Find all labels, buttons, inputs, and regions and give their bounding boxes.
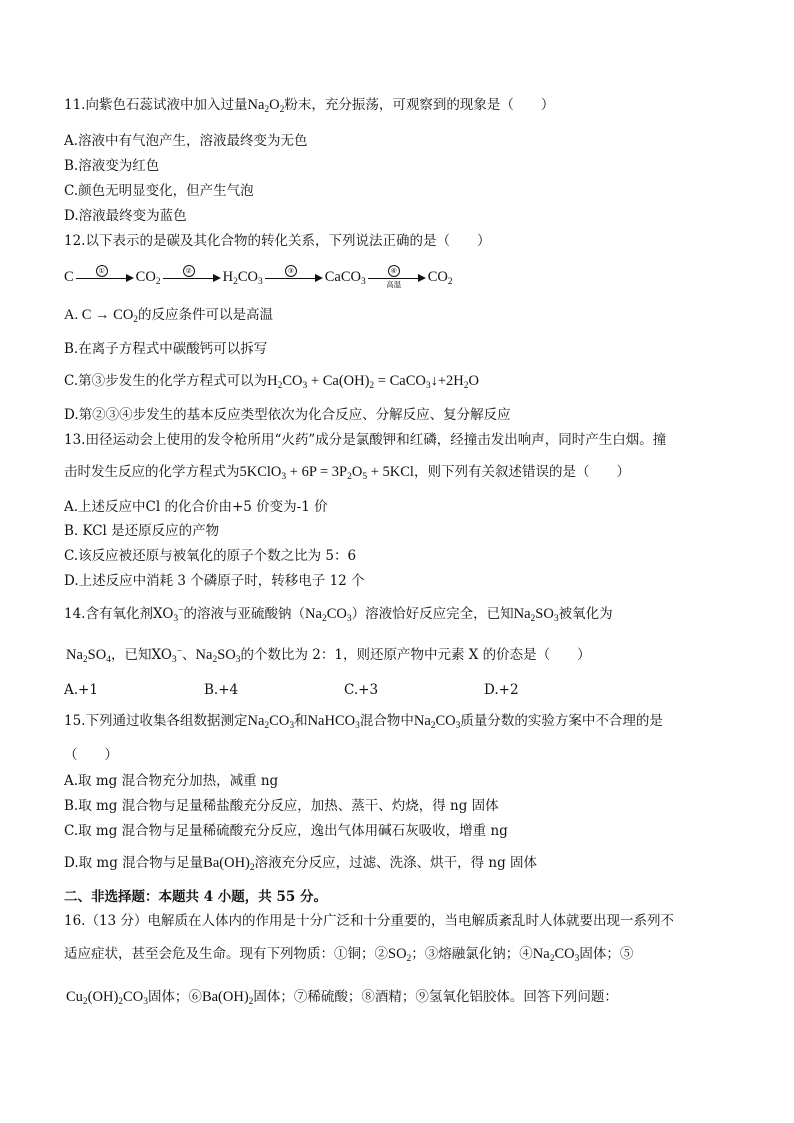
q15-option-d [64,853,537,873]
q15-text-c: 混合物中 [359,713,414,729]
section-2-heading: 二、非选择题：本题共 4 小题，共 55 分。 [64,889,327,905]
q16-text-c: 固体；⑤ [579,946,634,962]
q14-text-a: 14.含有氧化剂XO [64,606,174,622]
formula-na2so3: $Na_2SO_3$ [513,606,559,624]
chain-co2-end: $CO_2$ [427,268,453,287]
q14-text-b: 的溶液与亚硫酸钠（ [183,606,306,622]
q13-equation: 5KClO$_3$ + $6P = 3P_2O_5 + 5KCl$ [239,464,414,482]
formula-na2co3-q16: $Na_2CO_3$ [532,946,580,964]
q11-stem-part1: 11.向紫色石蕊试液中加入过量 [64,97,248,113]
q13-option-a: A.上述反应中Cl 的化合价由+5 价变为-1 价 [64,499,328,515]
step-1-label: ① [96,265,108,277]
question-15-stem-line2: （ ） [64,747,118,763]
q13-option-d: D.上述反应中消耗 3 个磷原子时，转移电子 12 个 [64,573,365,589]
q12-option-b: B.在离子方程式中碳酸钙可以拆写 [64,341,268,357]
q11-option-a: A.溶液中有气泡产生，溶液最终变为无色 [64,133,308,149]
q13-stem-text-b: ，则下列有关叙述错误的是（ ） [413,464,630,480]
q15-option-a: A.取 mg 混合物充分加热，减重 ng [64,773,279,789]
q14-option-c: C.+3 [344,682,379,698]
q14-text-c: ）溶液恰好反应完全，已知 [351,606,514,622]
step-4-condition: 高温 [386,280,402,289]
q15-option-b: B.取 mg 混合物与足量稀盐酸充分反应，加热、蒸干、灼烧，得 ng 固体 [64,798,499,814]
q15-option-c: C.取 mg 混合物与足量稀硫酸充分反应，逸出气体用碱石灰吸收，增重 ng [64,823,508,839]
q14-option-b: B.+4 [204,682,239,698]
q15-option-d-text-b: 溶液充分反应，过滤、洗涤、烘干，得 ng 固体 [254,855,538,871]
carbon-conversion-chain [64,263,453,291]
formula-na2co3-b: $Na_2CO_3$ [413,713,461,731]
q14-text-g: 的个数比为 2：1，则还原产物中元素 X 的价态是（ ） [240,647,591,663]
q11-option-b: B.溶液变为红色 [64,158,160,174]
q14-text-f: 、 [182,647,196,663]
q12-option-d: D.第②③④步发生的基本反应类型依次为化合反应、分解反应、复分解反应 [64,407,511,423]
arrow-step-1 [76,266,134,288]
q15-option-d-text-a: D.取 mg 混合物与足量 [64,855,204,871]
q12-option-c [64,371,479,391]
formula-baoh2-q16: $Ba(OH)_2$ [201,989,254,1007]
q16-text-a: 适应症状，甚至会危及生命。现有下列物质：①铜；② [64,946,388,962]
q15-text-a: 15.下列通过收集各组数据测定 [64,713,248,729]
formula-na2so3-2: $Na_2SO_3$ [195,647,241,665]
formula-baoh2: $Ba(OH)_2$ [203,855,255,873]
formula-cu2oh2co3: $Cu_2(OH)_2CO_3$ [66,989,148,1007]
formula-so2: $SO_2$ [388,946,412,964]
arrow-step-2 [163,266,221,288]
q16-text-e: 固体；⑦稀硫酸；⑧酒精；⑨氢氧化铝胶体。回答下列问题： [253,989,618,1005]
q12-option-a-text: 的反应条件可以是高温 [138,307,274,323]
question-14-stem-line1: 14.含有氧化剂$XO_3^-$的溶液与亚硫酸钠$(Na_2CO_3)$溶液恰好反应完全，已知$Na_2SO_3$被氧化为 [64,606,613,624]
question-16-line3 [66,987,618,1007]
q14-text-d: 被氧化为 [558,606,613,622]
q13-stem-text-a: 击时发生反应的化学方程式为 [64,464,240,480]
q12-option-c-text: C.第③步发生的化学方程式可以为 [64,373,268,389]
question-13-stem-line2 [64,462,630,482]
formula-na2co3-a: $Na_2CO_3$ [247,713,295,731]
chain-h2co3: $H_2CO_3$ [222,268,263,287]
q11-stem-part2: 粉末，充分振荡，可观察到的现象是（ ） [284,97,555,113]
q14-option-d: D.+2 [484,682,519,698]
q13-option-c: C.该反应被还原与被氧化的原子个数之比为 5：6 [64,548,357,564]
arrow-step-3 [265,266,323,288]
question-14-stem-line2: $Na_2SO_4$，已知$XO_3^-$、$Na_2SO_3$的个数比为 2：1，则还原产物中元素 X 的价态是（ ） [66,647,591,665]
q12-option-a: A. $C \to CO_2$的反应条件可以是高温 [64,307,274,325]
chain-caco3: CaCO$_3$ [324,268,366,287]
q14-option-a: A.+1 [64,682,98,698]
question-16-line2 [64,944,633,964]
q12-option-a-formula: A. C → CO [64,307,134,323]
chain-co2: $CO_2$ [135,268,161,287]
q16-text-d: 固体；⑥ [147,989,202,1005]
question-15-stem-line1 [64,711,663,731]
formula-na2so4: $Na_2SO_4$ [66,647,111,665]
formula-na2o2: $Na_2O_2$ [247,97,285,115]
q16-text-b: ；③熔融氯化钠；④ [411,946,533,962]
question-16-line1: 16.（13 分）电解质在人体内的作用是十分广泛和十分重要的，当电解质紊乱时人体就要出现一系列不 [64,913,674,929]
question-13-stem-line1: 13.田径运动会上使用的发令枪所用“火药”成分是氯酸钾和红磷，经撞击发出响声，同时产生白烟。撞 [64,432,667,448]
step-3-label: ③ [285,265,297,277]
formula-na2co3: $Na_2CO_3$ [305,606,352,624]
q15-text-b: 和 [294,713,308,729]
step-4-label: ④ [388,265,400,277]
q14-text-e: ，已知XO [110,647,172,663]
q13-option-b: B. KCl 是还原反应的产物 [64,523,220,539]
question-12-stem: 12.以下表示的是碳及其化合物的转化关系，下列说法正确的是（ ） [64,233,491,249]
question-11-stem [64,95,554,115]
step-2-label: ② [183,265,195,277]
q11-option-d: D.溶液最终变为蓝色 [64,208,187,224]
arrow-step-4 [368,266,426,288]
q15-text-d: 质量分数的实验方案中不合理的是 [460,713,663,729]
q12-option-c-equation: $H_2CO_3 + Ca(OH)_2$ = $CaCO_3↓+2H_2O$ [267,373,479,391]
q11-option-c: C.颜色无明显变化，但产生气泡 [64,183,254,199]
chain-c: C [64,268,74,285]
formula-nahco3: NaHCO$_3$ [307,713,360,731]
